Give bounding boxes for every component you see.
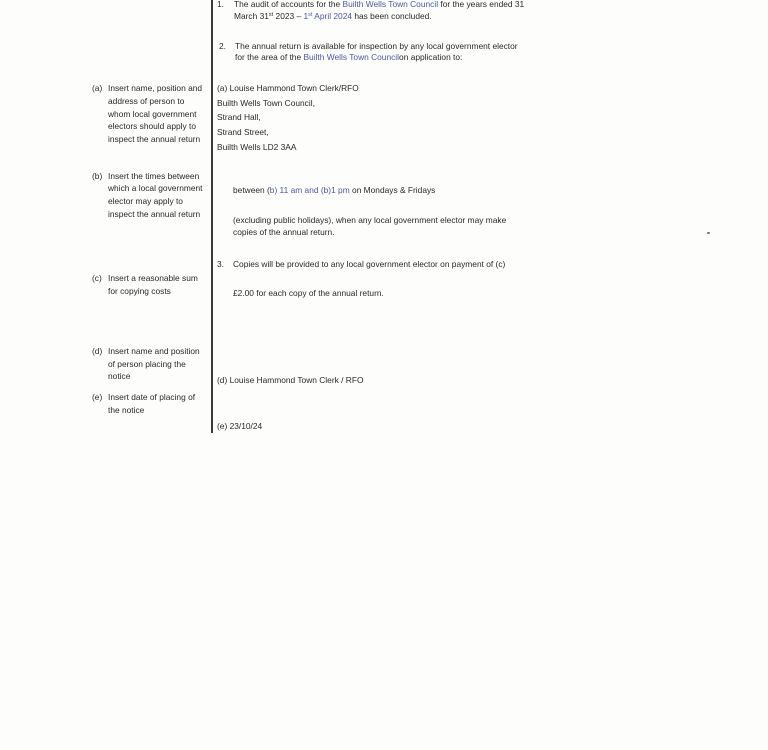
instruction-line: which a local government: [108, 183, 203, 193]
scan-speck: [707, 232, 710, 234]
instruction-line: inspect the annual return: [108, 209, 201, 219]
instruction-line: Insert name, position and: [108, 83, 203, 93]
holidays-line-1: (excluding public holidays), when any local government elector may make: [233, 215, 507, 225]
item-3-text: Copies will be provided to any local government elector on payment of (c): [233, 259, 506, 269]
item-2-line-2: for the area of the Builth Wells Town Councilon application to:: [235, 52, 463, 62]
instruction-line: elector may apply to: [108, 196, 183, 206]
item-1-line-1: The audit of accounts for the Builth Wells Town Council for the years ended 31: [234, 0, 525, 9]
inspection-times: between (b) 11 am and (b)1 pm on Mondays & Fridays: [233, 185, 436, 195]
instruction-line: Insert a reasonable sum: [108, 273, 198, 283]
instruction-line: electors should apply to: [108, 121, 196, 131]
instruction-letter: (c): [92, 273, 102, 283]
item-2-number: 2.: [219, 41, 226, 51]
item-3-number: 3.: [217, 259, 224, 269]
instruction-line: Insert date of placing of: [108, 392, 196, 402]
instruction-line: inspect the annual return: [108, 134, 201, 144]
instruction-line: for copying costs: [108, 286, 171, 296]
instruction-letter: (d): [92, 346, 103, 356]
instruction-line: whom local government: [108, 109, 197, 119]
instruction-letter: (b): [92, 171, 103, 181]
instruction-letter: (e): [92, 392, 103, 402]
address-line: (a) Louise Hammond Town Clerk/RFO: [217, 83, 359, 93]
holidays-line-2: copies of the annual return.: [233, 227, 335, 237]
instruction-letter: (a): [92, 83, 103, 93]
item-1-line-2: March 31st 2023 – 1st April 2024 has been concluded.: [234, 11, 432, 21]
instruction-line: the notice: [108, 405, 145, 415]
item-2-line-1: The annual return is available for inspection by any local government elector: [235, 41, 518, 51]
instruction-line: notice: [108, 371, 131, 381]
instruction-line: Insert the times between: [108, 171, 200, 181]
instruction-line: of person placing the: [108, 359, 186, 369]
item-1-number: 1.: [217, 0, 224, 9]
column-divider: [211, 0, 213, 433]
address-line: Strand Hall,: [217, 112, 261, 122]
copy-cost: £2.00 for each copy of the annual return.: [233, 288, 384, 298]
notice-date: (e) 23/10/24: [217, 421, 263, 431]
person-placing-notice: (d) Louise Hammond Town Clerk / RFO: [217, 375, 364, 385]
address-line: Builth Wells LD2 3AA: [217, 142, 297, 152]
instruction-line: Insert name and position: [108, 346, 200, 356]
instruction-line: address of person to: [108, 96, 185, 106]
address-line: Strand Street,: [217, 127, 269, 137]
address-line: Builth Wells Town Council,: [217, 98, 315, 108]
